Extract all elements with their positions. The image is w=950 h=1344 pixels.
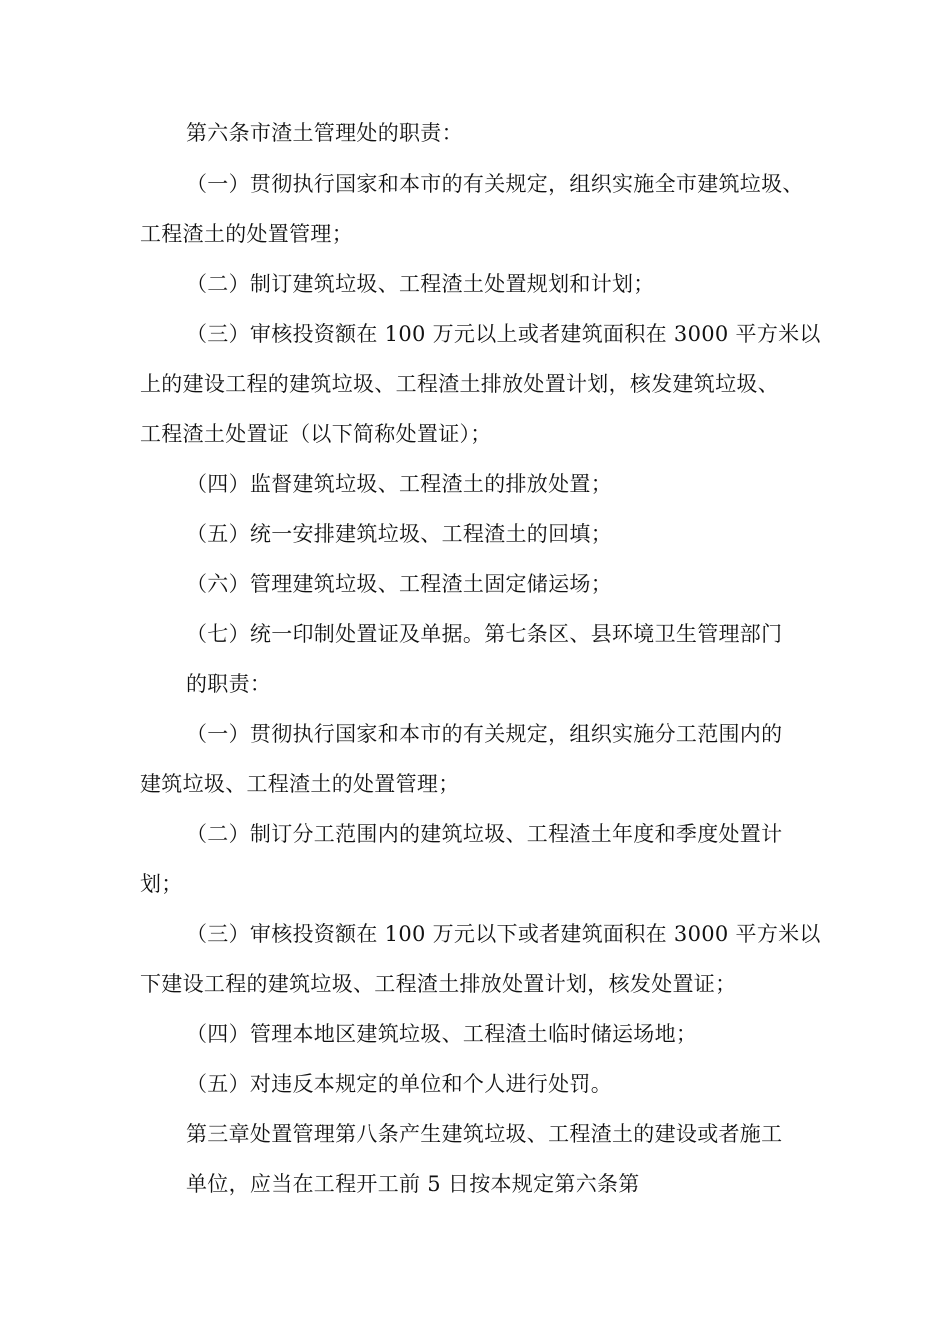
text-line: 建筑垃圾、工程渣土的处置管理； [140, 772, 460, 796]
text-line: 的职责： [186, 672, 272, 696]
text-line: （二）制订建筑垃圾、工程渣土处置规划和计划； [186, 272, 655, 296]
text-line: （三）审核投资额在 100 万元以上或者建筑面积在 3000 平方米以 [186, 322, 821, 346]
text-line: （六）管理建筑垃圾、工程渣土固定储运场； [186, 572, 612, 596]
text-line: 上的建设工程的建筑垃圾、工程渣土排放处置计划，核发建筑垃圾、 [140, 372, 779, 396]
text-line: （五）对违反本规定的单位和个人进行处罚。 [186, 1072, 612, 1096]
text-line: （四）监督建筑垃圾、工程渣土的排放处置； [186, 472, 612, 496]
text-line: 工程渣土处置证（以下简称处置证）； [140, 422, 492, 446]
text-line: 划； [140, 872, 183, 896]
text-line: （三）审核投资额在 100 万元以下或者建筑面积在 3000 平方米以 [186, 922, 821, 946]
text-line: 下建设工程的建筑垃圾、工程渣土排放处置计划，核发处置证； [140, 972, 737, 996]
text-line: （二）制订分工范围内的建筑垃圾、工程渣土年度和季度处置计 [186, 822, 783, 846]
text-line: （一）贯彻执行国家和本市的有关规定，组织实施分工范围内的 [186, 722, 783, 746]
text-line: （一）贯彻执行国家和本市的有关规定，组织实施全市建筑垃圾、 [186, 172, 804, 196]
text-line: 第三章处置管理第八条产生建筑垃圾、工程渣土的建设或者施工 [186, 1122, 783, 1146]
text-line: 第六条市渣土管理处的职责： [186, 121, 463, 145]
text-line: （四）管理本地区建筑垃圾、工程渣土临时储运场地； [186, 1022, 698, 1046]
text-line: 工程渣土的处置管理； [140, 222, 353, 246]
text-line: （七）统一印制处置证及单据。第七条区、县环境卫生管理部门 [186, 622, 783, 646]
text-line: （五）统一安排建筑垃圾、工程渣土的回填； [186, 522, 612, 546]
text-line: 单位，应当在工程开工前 5 日按本规定第六条第 [186, 1172, 640, 1196]
